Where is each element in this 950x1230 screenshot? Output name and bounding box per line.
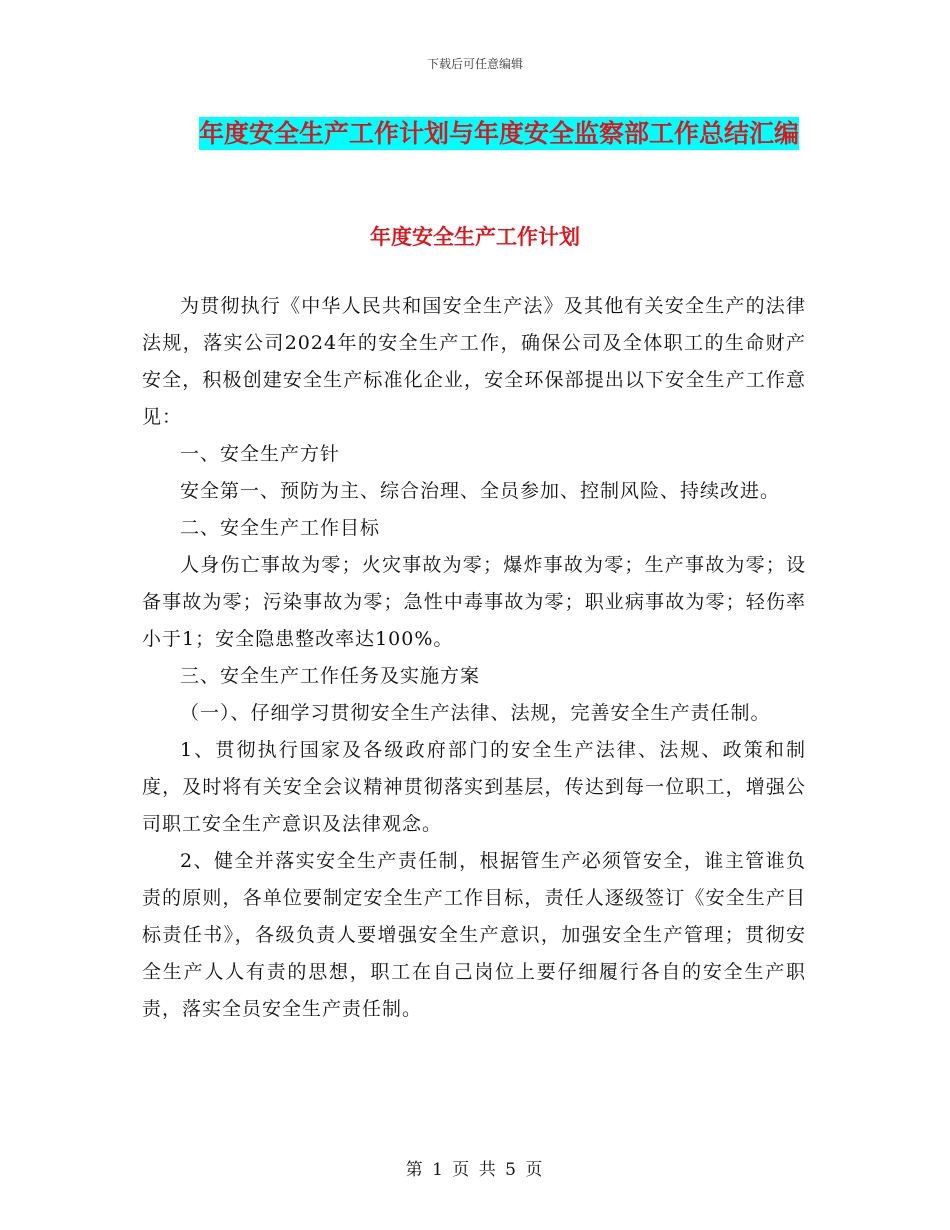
paragraph-safety-goals: 人身伤亡事故为零；火灾事故为零；爆炸事故为零；生产事故为零；设备事故为零；污染事故为零；急性中毒事故为零；职业病事故为零；轻伤率小于1；安全隐患整改率达100%。	[142, 554, 806, 650]
document-main-title	[193, 112, 805, 156]
paragraph-item-2: 2、健全并落实安全生产责任制，根据管生产必须管安全，谁主管谁负责的原则，各单位要制定安全生产工作目标，责任人逐级签订《安全生产目标责任书》，各级负责人要增强安全生产意识，加强安全生产管理；贯彻安全生产人人有责的思想，职工在自己岗位上要仔细履行各自的安全生产职责，落实全员安全生产责任制。	[142, 850, 806, 1020]
paragraph-safety-policy: 安全第一、预防为主、综合治理、全员参加、控制风险、持续改进。	[180, 480, 781, 502]
page-number: 第 1 页 共 5 页	[405, 1160, 545, 1180]
heading-safety-policy: 一、安全生产方针	[180, 443, 341, 465]
header-note: 下载后可任意编辑	[426, 57, 523, 71]
subheading-study-laws: （一）、仔细学习贯彻安全生产法律、法规，完善安全生产责任制。	[180, 702, 771, 724]
paragraph-item-1: 1、贯彻执行国家及各级政府部门的安全生产法律、法规、政策和制度，及时将有关安全会议精神贯彻落实到基层，传达到每一位职工，增强公司职工安全生产意识及法律观念。	[142, 739, 806, 835]
paragraph-intro: 为贯彻执行《中华人民共和国安全生产法》及其他有关安全生产的法律法规，落实公司2024年的安全生产工作，确保公司及全体职工的生命财产安全，积极创建安全生产标准化企业，安全环保部提出以下安全生产工作意见：	[142, 295, 806, 428]
heading-safety-goals: 二、安全生产工作目标	[180, 517, 381, 539]
section-title: 年度安全生产工作计划	[370, 225, 580, 249]
heading-tasks: 三、安全生产工作任务及实施方案	[180, 665, 481, 687]
main-title-text: 年度安全生产工作计划与年度安全监察部工作总结汇编	[198, 119, 799, 148]
document-body	[142, 288, 806, 1028]
